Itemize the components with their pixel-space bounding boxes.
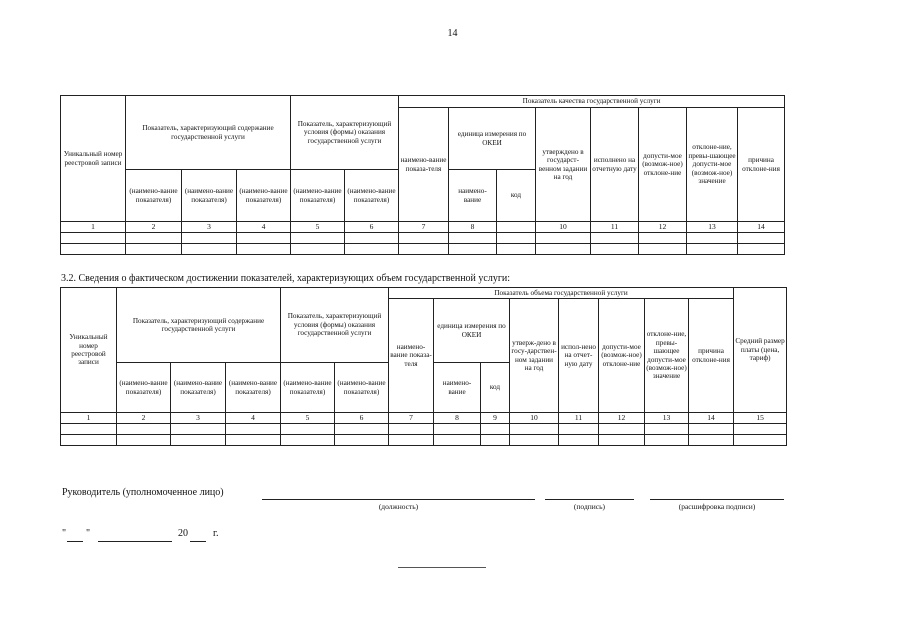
- column-number: 3: [171, 413, 226, 424]
- table-row: [61, 233, 785, 244]
- column-number: 8: [449, 222, 497, 233]
- header-content-indicator: Показатель, характеризующий содержание государственной услуги: [126, 96, 291, 170]
- decode-caption: (расшифровка подписи): [678, 502, 756, 511]
- subheader-indicator-name: (наимено-вание показателя): [237, 170, 291, 222]
- subheader-indicator-name: (наимено-вание показателя): [117, 363, 171, 413]
- column-number: 12: [639, 222, 687, 233]
- header-deviation-reason: причина отклоне-ния: [689, 299, 734, 413]
- date-day-line: [67, 541, 83, 542]
- column-number: 10: [536, 222, 591, 233]
- date-quote-open: ": [62, 528, 67, 539]
- subheader-indicator-name: (наимено-вание показателя): [281, 363, 335, 413]
- header-unit-code: код: [497, 170, 536, 222]
- column-number: 3: [182, 222, 237, 233]
- header-executed: исполнено на отчетную дату: [591, 108, 639, 222]
- header-average-fee: Средний размер платы (цена, тариф): [734, 288, 787, 413]
- column-number: 1: [61, 413, 117, 424]
- header-content-indicator: Показатель, характеризующий содержание государственной услуги: [117, 288, 281, 363]
- header-excess-deviation: отклоне-ние, превы-шающее допусти-мое (возмож-ное) значение: [645, 299, 689, 413]
- header-unit-code: код: [481, 363, 510, 413]
- date-year-prefix: 20: [178, 528, 188, 539]
- subheader-indicator-name: (наимено-вание показателя): [291, 170, 345, 222]
- date-quote-close: ": [86, 528, 91, 539]
- header-unique-number: Уникальный номер реестровой записи: [61, 96, 126, 222]
- signature-line: [545, 499, 634, 500]
- date-year-line: [190, 541, 206, 542]
- column-number: 2: [117, 413, 171, 424]
- header-unique-number: Уникальный номер реестровой записи: [61, 288, 117, 413]
- header-unit-okei: единица измерения по ОКЕИ: [434, 299, 510, 363]
- head-signature-label: Руководитель (уполномоченное лицо): [62, 487, 224, 498]
- column-number: 11: [559, 413, 599, 424]
- table-row: [61, 244, 785, 255]
- column-number: 10: [510, 413, 559, 424]
- column-number: 6: [345, 222, 399, 233]
- column-number: 2: [126, 222, 182, 233]
- section-title: 3.2. Сведения о фактическом достижении показателей, характеризующих объем государственной услуги:: [61, 273, 511, 284]
- table-row: [61, 435, 787, 446]
- column-number: 15: [734, 413, 787, 424]
- position-line: [262, 499, 535, 500]
- column-number: 4: [237, 222, 291, 233]
- column-number: 5: [291, 222, 345, 233]
- date-suffix: г.: [213, 528, 219, 539]
- subheader-indicator-name: (наимено-вание показателя): [182, 170, 237, 222]
- decode-line: [650, 499, 784, 500]
- header-unit-okei: единица измерения по ОКЕИ: [449, 108, 536, 170]
- header-excess-deviation: отклоне-ние, превы-шающее допусти-мое (возмож-ное) значение: [687, 108, 738, 222]
- header-indicator-name: наимено-вание показа-теля: [389, 299, 434, 413]
- header-unit-name: наимено-вание: [434, 363, 481, 413]
- column-number: 11: [591, 222, 639, 233]
- column-number: 6: [335, 413, 389, 424]
- column-number: 13: [687, 222, 738, 233]
- header-unit-name: наимено-вание: [449, 170, 497, 222]
- column-number: [497, 222, 536, 233]
- column-number: 1: [61, 222, 126, 233]
- header-allowed-deviation: допусти-мое (возмож-ное) отклоне-ние: [639, 108, 687, 222]
- header-approved: утверж-дено в госу-дарствен-ном задании на год: [510, 299, 559, 413]
- subheader-indicator-name: (наимено-вание показателя): [226, 363, 281, 413]
- header-allowed-deviation: допусти-мое (возмож-ное) отклоне-ние: [599, 299, 645, 413]
- column-number: 12: [599, 413, 645, 424]
- page-number: 14: [447, 28, 458, 39]
- subheader-indicator-name: (наимено-вание показателя): [335, 363, 389, 413]
- quality-indicators-table: [60, 95, 785, 255]
- header-volume-indicator: Показатель объема государственной услуги: [389, 288, 734, 299]
- date-month-line: [98, 541, 172, 542]
- column-number: 7: [389, 413, 434, 424]
- column-number: 9: [481, 413, 510, 424]
- column-number: 8: [434, 413, 481, 424]
- header-indicator-name: наимено-вание показа-теля: [399, 108, 449, 222]
- header-executed: испол-нено на отчет-ную дату: [559, 299, 599, 413]
- column-number: 13: [645, 413, 689, 424]
- subheader-indicator-name: (наимено-вание показателя): [126, 170, 182, 222]
- signature-caption: (подпись): [573, 502, 606, 511]
- header-approved: утверждено в государст-венном задании на год: [536, 108, 591, 222]
- column-number: 5: [281, 413, 335, 424]
- subheader-indicator-name: (наимено-вание показателя): [345, 170, 399, 222]
- column-number: 14: [738, 222, 785, 233]
- footnote-separator: [398, 567, 486, 568]
- column-number: 4: [226, 413, 281, 424]
- column-number: 7: [399, 222, 449, 233]
- header-deviation-reason: причина отклоне-ния: [738, 108, 785, 222]
- volume-indicators-table: [60, 287, 787, 446]
- column-number: 14: [689, 413, 734, 424]
- header-conditions-indicator: Показатель, характеризующий условия (формы) оказания государственной услуги: [291, 96, 399, 170]
- position-caption: (должность): [378, 502, 419, 511]
- header-quality-indicator: Показатель качества государственной услуги: [399, 96, 785, 108]
- header-conditions-indicator: Показатель, характеризующий условия (формы) оказания государственной услуги: [281, 288, 389, 363]
- table-row: [61, 424, 787, 435]
- subheader-indicator-name: (наимено-вание показателя): [171, 363, 226, 413]
